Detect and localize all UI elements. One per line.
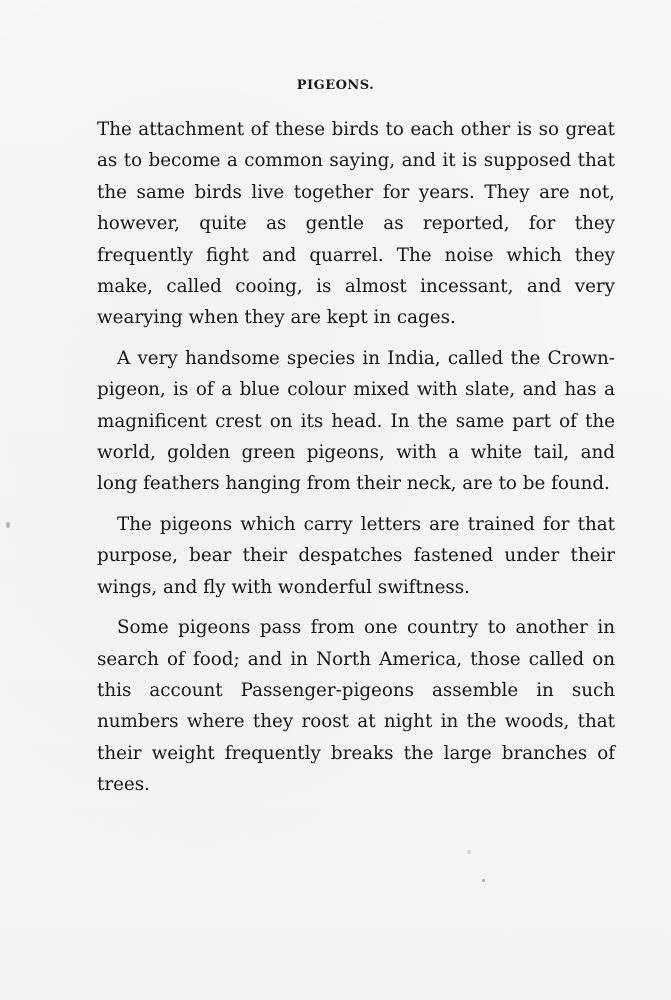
paragraph-1: The attachment of these birds to each other is so great as to become a common saying, and it is supposed that the same birds live together for years. They are not, however, quite as gentle as reported, for they frequently fight and quarrel. The noise which they make, called cooing, is almost incessant, and very wearying when they are kept in cages. [97, 119, 615, 329]
page-speck [467, 850, 471, 854]
body-text [97, 114, 615, 810]
paragraph-2: A very handsome species in India, called the Crown-pigeon, is of a blue colour mixed with slate, and has a magnificent crest on its head. In the same part of the world, golden green pigeons, with a white tail, and long feathers hanging from their neck, are to be found. [97, 347, 615, 495]
running-title: PIGEONS. [296, 78, 375, 93]
page-speck [6, 522, 10, 528]
page-speck [482, 879, 485, 882]
paragraph-4: Some pigeons pass from one country to another in search of food; and in North America, those called on this account Passenger-pigeons assemble in such numbers where they roost at night in the woods, that their weight frequently breaks the large branches of trees. [97, 617, 615, 796]
paragraph-3: The pigeons which carry letters are trained for that purpose, bear their despatches fastened under their wings, and fly with wonderful swiftness. [97, 513, 615, 598]
